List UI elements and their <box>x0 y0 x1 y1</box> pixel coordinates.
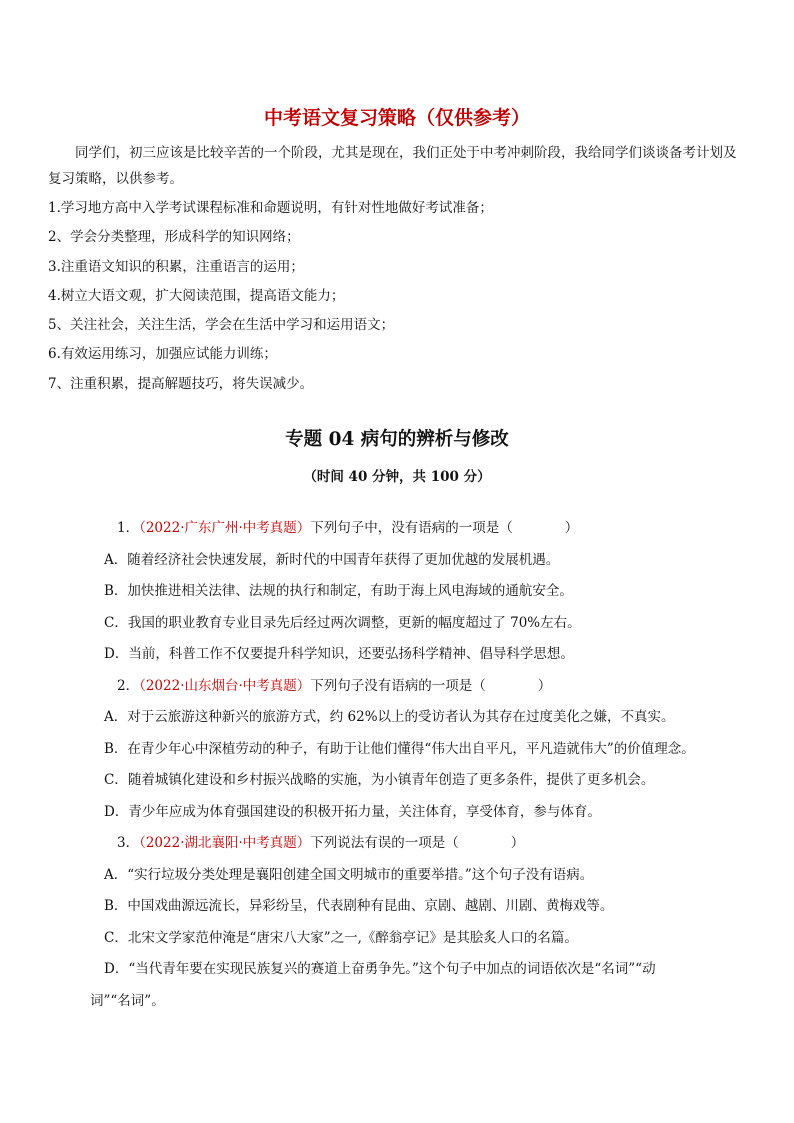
question-text: 下列句子中，没有语病的一项是（ <box>310 520 513 536</box>
question-close: ） <box>510 835 525 851</box>
question-source: （2022·广东广州·中考真题） <box>139 520 311 536</box>
strategy-intro: 同学们，初三应该是比较辛苦的一个阶段，尤其是现在，我们正处于中考冲刺阶段，我给同学们谈谈备考计划及复习策略，以供参考。 <box>48 145 737 187</box>
option-c: C．随着城镇化建设和乡村振兴战略的实施，为小镇青年创造了更多条件，提供了更多机会。 <box>104 772 655 788</box>
strategy-item: 6.有效运用练习，加强应试能力训练； <box>48 346 277 363</box>
question-source: （2022·山东烟台·中考真题） <box>139 677 311 694</box>
option-b: B．在青少年心中深植劳动的种子，有助于让他们懂得“伟大出自平凡，平凡造就伟大”的价值理念。 <box>104 740 695 757</box>
option-d-continued: 词”“名词”。 <box>90 992 165 1009</box>
question-number: 3． <box>117 835 140 851</box>
question-number: 2． <box>117 677 140 694</box>
strategy-item: 1.学习地方高中入学考试课程标准和命题说明，有针对性地做好考试准备； <box>48 200 493 216</box>
strategy-list <box>48 194 748 399</box>
section-title: 专题 04 病句的辨析与修改 <box>285 429 509 450</box>
strategy-item: 2、学会分类整理，形成科学的知识网络； <box>48 229 300 246</box>
option-a: A．“实行垃圾分类处理是襄阳创建全国文明城市的重要举措。”这个句子没有语病。 <box>104 866 594 883</box>
question-list <box>0 513 794 1017</box>
option-d: D．“当代青年要在实现民族复兴的赛道上奋勇争先。”这个句子中加点的词语依次是“名词”“动 <box>104 961 656 977</box>
strategy-title: 中考语文复习策略（仅供参考） <box>263 107 530 129</box>
section-subtitle: （时间 40 分钟，共 100 分） <box>303 469 491 485</box>
strategy-item: 7、注重积累，提高解题技巧，将失误减少。 <box>48 375 314 392</box>
strategy-item: 5、关注社会，关注生活，学会在生活中学习和运用语文； <box>48 317 395 334</box>
option-c: C．北宋文学家范仲淹是“唐宋八大家”之一,《醉翁亭记》是其脍炙人口的名篇。 <box>104 929 578 946</box>
question-number: 1． <box>117 520 140 536</box>
option-b: B．加快推进相关法律、法规的执行和制定，有助于海上风电海域的通航安全。 <box>104 583 573 599</box>
option-a: A．对于云旅游这种新兴的旅游方式，约 62%以上的受访者认为其存在过度美化之嫌，不真实。 <box>104 709 675 725</box>
question-stem <box>117 513 757 545</box>
question-close: ） <box>537 677 552 694</box>
option-b: B．中国戏曲源远流长，异彩纷呈，代表剧种有昆曲、京剧、越剧、川剧、黄梅戏等。 <box>104 898 614 914</box>
question-close: ） <box>564 520 579 536</box>
option-d: D．青少年应成为体育强国建设的积极开拓力量，关注体育，享受体育，参与体育。 <box>104 803 601 820</box>
strategy-item: 4.树立大语文观，扩大阅读范围，提高语文能力； <box>48 287 345 304</box>
question-source: （2022·湖北襄阳·中考真题） <box>139 835 311 851</box>
question-text: 下列句子没有语病的一项是（ <box>310 677 486 694</box>
question-stem <box>117 828 757 860</box>
question-stem <box>117 671 757 703</box>
option-c: C．我国的职业教育专业目录先后经过两次调整，更新的幅度超过了 70%左右。 <box>104 614 581 631</box>
option-a: A．随着经济社会快速发展，新时代的中国青年获得了更加优越的发展机遇。 <box>104 551 560 568</box>
question-text: 下列说法有误的一项是（ <box>310 835 459 851</box>
strategy-item: 3.注重语文知识的积累，注重语言的运用； <box>48 258 304 275</box>
option-d: D．当前，科普工作不仅要提升科学知识，还要弘扬科学精神、倡导科学思想。 <box>104 646 574 662</box>
